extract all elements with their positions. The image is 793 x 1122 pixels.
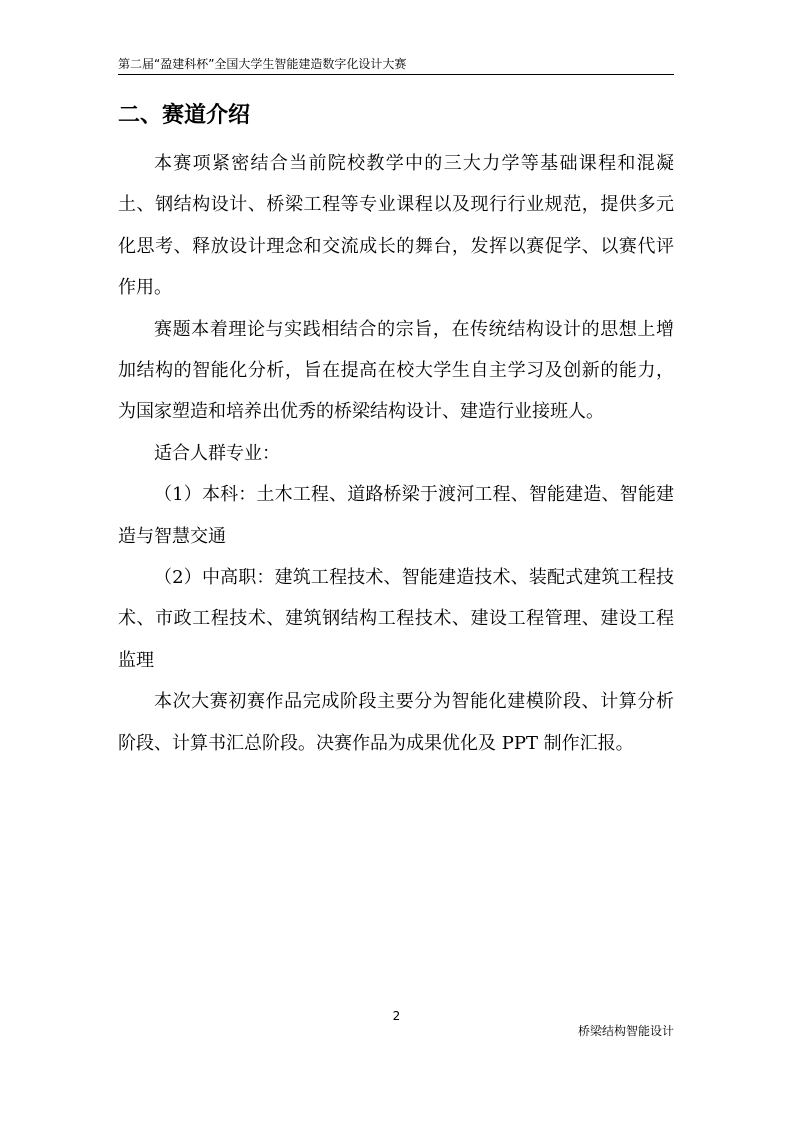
page-number: 2 bbox=[392, 1009, 401, 1023]
header-divider bbox=[118, 74, 674, 75]
paragraph-purpose: 赛题本着理论与实践相结合的宗旨，在传统结构设计的思想上增加结构的智能化分析，旨在提高在校大学生自主学习及创新的能力，为国家塑造和培养出优秀的桥梁结构设计、建造行业接班人。 bbox=[118, 318, 674, 423]
section-title: 二、赛道介绍 bbox=[118, 103, 251, 128]
paragraph-undergraduate-majors: （1）本科：土木工程、道路桥梁于渡河工程、智能建造、智能建造与智慧交通 bbox=[118, 484, 674, 547]
running-footer: 桥梁结构智能设计 bbox=[577, 1024, 674, 1038]
running-header: 第二届“盈建科杯”全国大学生智能建造数字化设计大赛 bbox=[118, 57, 407, 71]
paragraph-competition-stages: 本次大赛初赛作品完成阶段主要分为智能化建模阶段、计算分析阶段、计算书汇总阶段。决赛作品为成果优化及 PPT 制作汇报。 bbox=[118, 691, 674, 754]
paragraph-vocational-majors: （2）中高职：建筑工程技术、智能建造技术、装配式建筑工程技术、市政工程技术、建筑钢结构工程技术、建设工程管理、建设工程监理 bbox=[118, 567, 674, 671]
paragraph-audience-heading: 适合人群专业： bbox=[154, 442, 280, 464]
section-body bbox=[118, 143, 674, 764]
paragraph-intro: 本赛项紧密结合当前院校教学中的三大力学等基础课程和混凝土、钢结构设计、桥梁工程等专业课程以及现行行业规范，提供多元化思考、释放设计理念和交流成长的舞台，发挥以赛促学、以赛代评作用。 bbox=[118, 153, 674, 299]
